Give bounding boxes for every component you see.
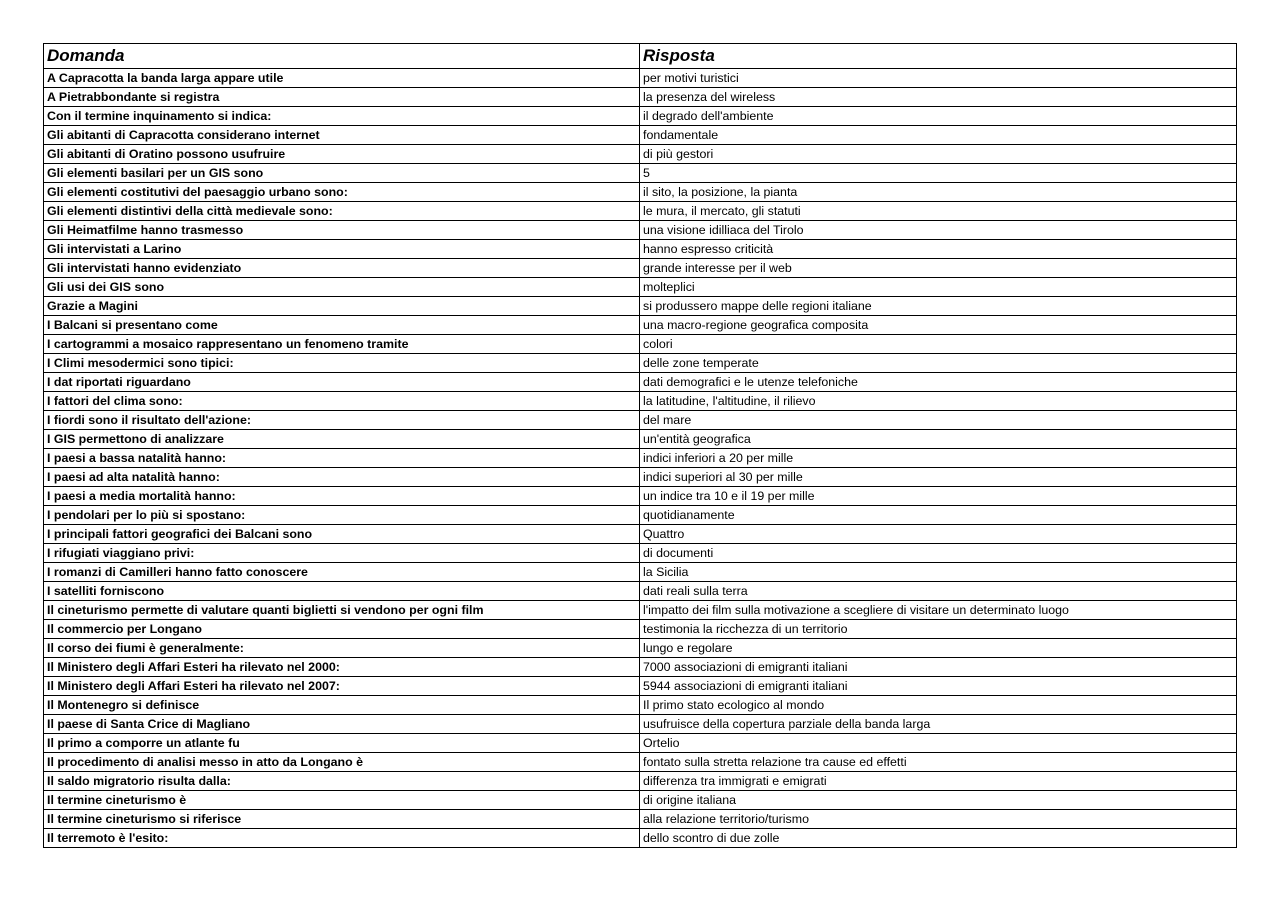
question-cell: Gli Heimatfilme hanno trasmesso — [44, 221, 640, 240]
answer-cell: Quattro — [640, 525, 1237, 544]
table-row — [44, 525, 1237, 544]
answer-cell: quotidianamente — [640, 506, 1237, 525]
question-cell: I paesi a bassa natalità hanno: — [44, 449, 640, 468]
table-row — [44, 582, 1237, 601]
question-cell: Gli elementi distintivi della città medievale sono: — [44, 202, 640, 221]
question-cell: Gli intervistati hanno evidenziato — [44, 259, 640, 278]
table-row — [44, 487, 1237, 506]
answer-cell: differenza tra immigrati e emigrati — [640, 772, 1237, 791]
answer-cell: fondamentale — [640, 126, 1237, 145]
answer-cell: la presenza del wireless — [640, 88, 1237, 107]
question-cell: I fiordi sono il risultato dell'azione: — [44, 411, 640, 430]
table-row — [44, 601, 1237, 620]
answer-cell: il degrado dell'ambiente — [640, 107, 1237, 126]
answer-cell: del mare — [640, 411, 1237, 430]
header-question: Domanda — [44, 44, 640, 69]
question-cell: Il primo a comporre un atlante fu — [44, 734, 640, 753]
answer-cell: dati reali sulla terra — [640, 582, 1237, 601]
question-cell: Il termine cineturismo è — [44, 791, 640, 810]
answer-cell: si produssero mappe delle regioni italiane — [640, 297, 1237, 316]
question-cell: I Balcani si presentano come — [44, 316, 640, 335]
question-cell: I fattori del clima sono: — [44, 392, 640, 411]
question-cell: Il Ministero degli Affari Esteri ha rilevato nel 2007: — [44, 677, 640, 696]
answer-cell: testimonia la ricchezza di un territorio — [640, 620, 1237, 639]
question-cell: I paesi a media mortalità hanno: — [44, 487, 640, 506]
table-row — [44, 620, 1237, 639]
answer-cell: un indice tra 10 e il 19 per mille — [640, 487, 1237, 506]
answer-cell: un'entità geografica — [640, 430, 1237, 449]
table-body — [44, 69, 1237, 848]
table-row — [44, 449, 1237, 468]
table-row — [44, 772, 1237, 791]
question-cell: Il saldo migratorio risulta dalla: — [44, 772, 640, 791]
answer-cell: di più gestori — [640, 145, 1237, 164]
answer-cell: indici superiori al 30 per mille — [640, 468, 1237, 487]
table-row — [44, 202, 1237, 221]
table-row — [44, 69, 1237, 88]
table-row — [44, 734, 1237, 753]
answer-cell: di documenti — [640, 544, 1237, 563]
table-row — [44, 544, 1237, 563]
table-row — [44, 278, 1237, 297]
table-row — [44, 696, 1237, 715]
question-cell: I satelliti forniscono — [44, 582, 640, 601]
table-row — [44, 240, 1237, 259]
question-cell: I cartogrammi a mosaico rappresentano un fenomeno tramite — [44, 335, 640, 354]
table-row — [44, 221, 1237, 240]
answer-cell: alla relazione territorio/turismo — [640, 810, 1237, 829]
qa-table — [43, 43, 1237, 848]
answer-cell: hanno espresso criticità — [640, 240, 1237, 259]
answer-cell: dello scontro di due zolle — [640, 829, 1237, 848]
table-row — [44, 107, 1237, 126]
answer-cell: 7000 associazioni di emigranti italiani — [640, 658, 1237, 677]
answer-cell: la latitudine, l'altitudine, il rilievo — [640, 392, 1237, 411]
question-cell: Gli usi dei GIS sono — [44, 278, 640, 297]
answer-cell: una macro-regione geografica composita — [640, 316, 1237, 335]
answer-cell: il sito, la posizione, la pianta — [640, 183, 1237, 202]
question-cell: Il terremoto è l'esito: — [44, 829, 640, 848]
question-cell: Il cineturismo permette di valutare quanti biglietti si vendono per ogni film — [44, 601, 640, 620]
question-cell: I rifugiati viaggiano privi: — [44, 544, 640, 563]
table-row — [44, 677, 1237, 696]
question-cell: Con il termine inquinamento si indica: — [44, 107, 640, 126]
question-cell: Il corso dei fiumi è generalmente: — [44, 639, 640, 658]
question-cell: Gli abitanti di Oratino possono usufruire — [44, 145, 640, 164]
table-row — [44, 259, 1237, 278]
answer-cell: indici inferiori a 20 per mille — [640, 449, 1237, 468]
table-row — [44, 658, 1237, 677]
answer-cell: la Sicilia — [640, 563, 1237, 582]
answer-cell: grande interesse per il web — [640, 259, 1237, 278]
answer-cell: 5944 associazioni di emigranti italiani — [640, 677, 1237, 696]
table-row — [44, 145, 1237, 164]
table-row — [44, 468, 1237, 487]
answer-cell: di origine italiana — [640, 791, 1237, 810]
question-cell: Il paese di Santa Crice di Magliano — [44, 715, 640, 734]
table-row — [44, 164, 1237, 183]
question-cell: A Capracotta la banda larga appare utile — [44, 69, 640, 88]
question-cell: Il Ministero degli Affari Esteri ha rilevato nel 2000: — [44, 658, 640, 677]
question-cell: I principali fattori geografici dei Balcani sono — [44, 525, 640, 544]
answer-cell: 5 — [640, 164, 1237, 183]
table-row — [44, 639, 1237, 658]
header-row — [44, 44, 1237, 69]
table-row — [44, 297, 1237, 316]
answer-cell: una visione idilliaca del Tirolo — [640, 221, 1237, 240]
table-row — [44, 373, 1237, 392]
table-row — [44, 126, 1237, 145]
question-cell: I pendolari per lo più si spostano: — [44, 506, 640, 525]
answer-cell: fontato sulla stretta relazione tra cause ed effetti — [640, 753, 1237, 772]
table-row — [44, 316, 1237, 335]
question-cell: Gli elementi costitutivi del paesaggio urbano sono: — [44, 183, 640, 202]
question-cell: Il termine cineturismo si riferisce — [44, 810, 640, 829]
answer-cell: dati demografici e le utenze telefoniche — [640, 373, 1237, 392]
table-row — [44, 183, 1237, 202]
table-row — [44, 506, 1237, 525]
table-row — [44, 88, 1237, 107]
answer-cell: molteplici — [640, 278, 1237, 297]
question-cell: Il Montenegro si definisce — [44, 696, 640, 715]
header-answer: Risposta — [640, 44, 1237, 69]
answer-cell: Il primo stato ecologico al mondo — [640, 696, 1237, 715]
table-row — [44, 563, 1237, 582]
question-cell: Gli abitanti di Capracotta considerano internet — [44, 126, 640, 145]
table-row — [44, 430, 1237, 449]
question-cell: Il commercio per Longano — [44, 620, 640, 639]
table-row — [44, 411, 1237, 430]
answer-cell: Ortelio — [640, 734, 1237, 753]
table-row — [44, 753, 1237, 772]
table-row — [44, 354, 1237, 373]
table-row — [44, 392, 1237, 411]
answer-cell: delle zone temperate — [640, 354, 1237, 373]
table-row — [44, 335, 1237, 354]
answer-cell: le mura, il mercato, gli statuti — [640, 202, 1237, 221]
table-row — [44, 829, 1237, 848]
answer-cell: l'impatto dei film sulla motivazione a scegliere di visitare un determinato luogo — [640, 601, 1237, 620]
answer-cell: usufruisce della copertura parziale della banda larga — [640, 715, 1237, 734]
question-cell: I Climi mesodermici sono tipici: — [44, 354, 640, 373]
answer-cell: colori — [640, 335, 1237, 354]
answer-cell: per motivi turistici — [640, 69, 1237, 88]
table-row — [44, 791, 1237, 810]
table-row — [44, 810, 1237, 829]
question-cell: Gli elementi basilari per un GIS sono — [44, 164, 640, 183]
question-cell: A Pietrabbondante si registra — [44, 88, 640, 107]
question-cell: Gli intervistati a Larino — [44, 240, 640, 259]
answer-cell: lungo e regolare — [640, 639, 1237, 658]
question-cell: I GIS permettono di analizzare — [44, 430, 640, 449]
question-cell: Il procedimento di analisi messo in atto da Longano è — [44, 753, 640, 772]
question-cell: I romanzi di Camilleri hanno fatto conoscere — [44, 563, 640, 582]
question-cell: I dat riportati riguardano — [44, 373, 640, 392]
question-cell: Grazie a Magini — [44, 297, 640, 316]
question-cell: I paesi ad alta natalità hanno: — [44, 468, 640, 487]
table-row — [44, 715, 1237, 734]
